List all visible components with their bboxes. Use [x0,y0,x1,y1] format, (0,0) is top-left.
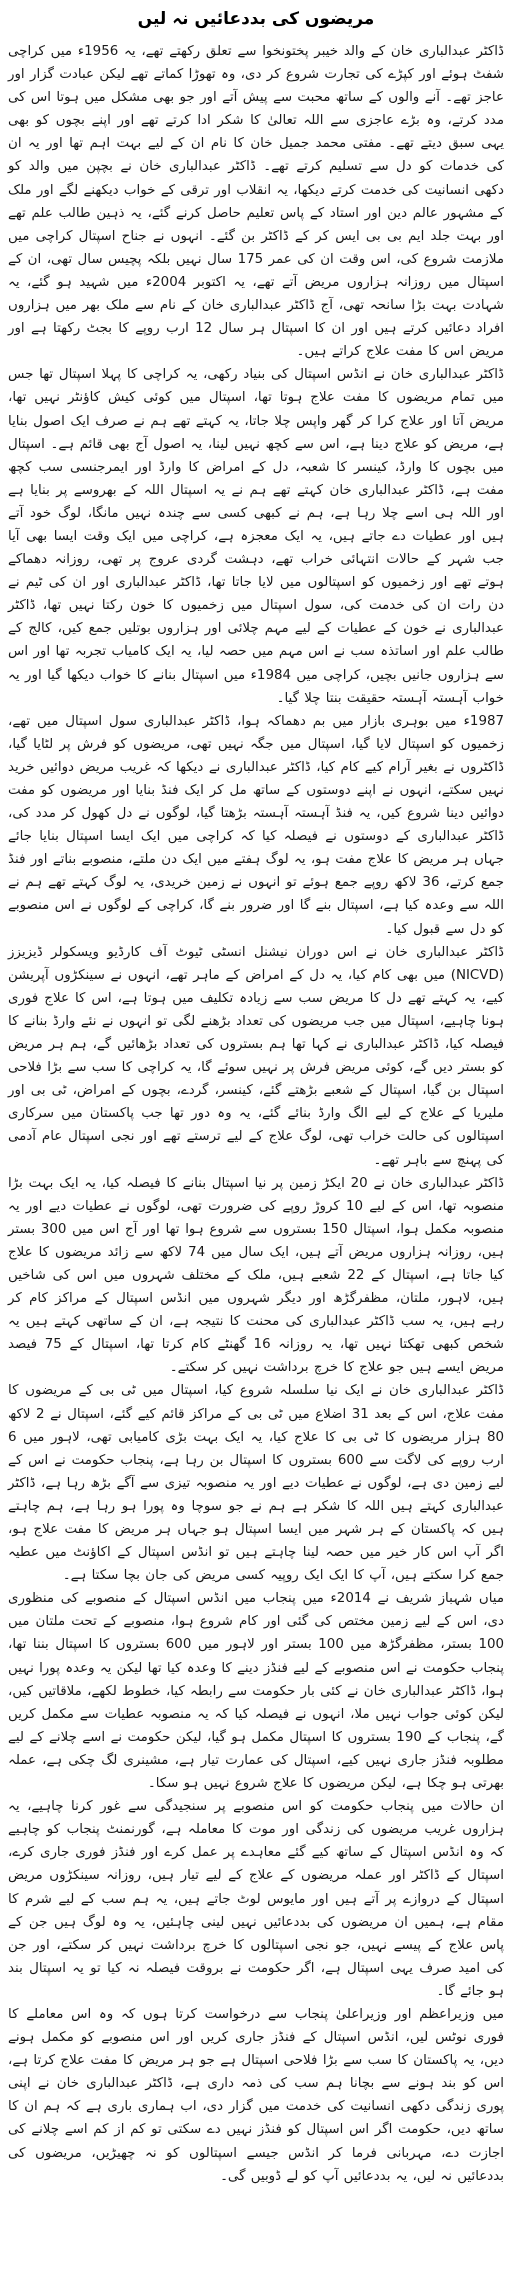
article-paragraph: میں وزیراعظم اور وزیراعلیٰ پنجاب سے درخواست کرتا ہوں کہ وہ اس معاملے کا فوری نوٹس لیں، انڈس اسپتال کے فنڈز جاری کریں اور اس منصوبے کو مکمل ہونے دیں، یہ پاکستان کا سب سے بڑا فلاحی اسپتال ہے جو ہر مریض کا مفت علاج کرتا ہے، اس کو بند ہونے سے بچانا ہم سب کی ذمہ داری ہے، ڈاکٹر عبدالباری خان نے اپنی پوری زندگی دکھی انسانیت کی خدمت میں گزار دی، اب ہماری باری ہے کہ ہم ان کا ساتھ دیں، حکومت اگر اس اسپتال کو فنڈز نہیں دے سکتی تو کم از کم اسے چلانے کی اجازت دے، مہربانی فرما کر انڈس جیسے اسپتالوں کو نہ چھیڑیں، مریضوں کی بددعائیں نہ لیں، یہ بددعائیں آپ کو لے ڈوبیں گی۔ [8,2006,504,2184]
article-paragraph: ڈاکٹر عبدالباری خان کے والد خیبر پختونخوا سے تعلق رکھتے تھے، یہ 1956ء میں کراچی شفٹ ہوئے اور کپڑے کی تجارت شروع کر دی، وہ تھوڑا کماتے تھے لیکن عبادت گزار اور عاجز تھے۔ آنے والوں کے ساتھ محبت سے پیش آتے اور جو بھی مشکل میں ہوتا اس کی مدد کرتے، وہ بڑے عاجزی سے اللہ تعالیٰ کا شکر ادا کرتے تھے اور اپنے بچوں کو بھی یہی سبق دیتے تھے۔ مفتی محمد جمیل خان کا نام ان کے لیے بہت اہم تھا اور یہ ان کی خدمات کو دل سے تسلیم کرتے تھے۔ ڈاکٹر عبدالباری خان نے بچپن میں والد کو دکھی انسانیت کی خدمت کرتے دیکھا، یہ انقلاب اور ترقی کے خواب دیکھنے لگے اور ملک کے مشہور عالم دین اور استاد کے پاس تعلیم حاصل کرنے گئے، یہ ذہین طالب علم تھے اور بہت جلد ایم بی بی ایس کر کے ڈاکٹر بن گئے۔ انہوں نے جناح اسپتال کراچی میں ملازمت شروع کی، اس وقت ان کی عمر 175 سال نہیں بلکہ پچیس سال تھی، ان کے اسپتال میں روزانہ ہزاروں مریض آتے تھے، یہ اکتوبر 2004ء میں شہید ہو گئے، یہ شہادت بہت بڑا سانحہ تھی، آج ڈاکٹر عبدالباری خان کے نام سے ملک بھر میں ہزاروں افراد دعائیں کرتے ہیں اور ان کا اسپتال ہر سال 12 ارب روپے کا بجٹ رکھتا ہے اور مریض اس کا مفت علاج کراتے ہیں۔ [8,44,504,360]
article-body [8,40,504,2188]
article-paragraph: ڈاکٹر عبدالباری خان نے ایک نیا سلسلہ شروع کیا، اسپتال میں ٹی بی کے مریضوں کا مفت علاج، اس کے بعد 31 اضلاع میں ٹی بی کے مراکز قائم کیے گئے، اسپتال نے 2 لاکھ 80 ہزار مریضوں کا ٹی بی کا علاج کیا، یہ ایک بہت بڑی کامیابی تھی، لاہور میں 6 ارب روپے کی لاگت سے 600 بستروں کا اسپتال بن رہا ہے، پنجاب حکومت نے اس کے لیے زمین دی ہے، لوگوں نے عطیات دیے اور یہ منصوبہ تیزی سے آگے بڑھ رہا ہے، ڈاکٹر عبدالباری کہتے ہیں اللہ کا شکر ہے ہم نے جو سوچا وہ پورا ہو رہا ہے، ہم چاہتے ہیں کہ پاکستان کے ہر شہر میں ایسا اسپتال ہو جہاں ہر مریض کا مفت علاج ہو، اگر آپ اس کار خیر میں حصہ لینا چاہتے ہیں تو انڈس اسپتال کے اکاؤنٹ میں عطیہ جمع کرا سکتے ہیں، آپ کا ایک ایک روپیہ کسی مریض کی جان بچا سکتا ہے۔ [8,1383,505,1584]
article-headline: مریضوں کی بددعائیں نہ لیں [137,9,375,29]
article-paragraph: ڈاکٹر عبدالباری خان نے انڈس اسپتال کی بنیاد رکھی، یہ کراچی کا پہلا اسپتال تھا جس میں تمام مریضوں کا مفت علاج ہوتا تھا، اسپتال میں کوئی کیش کاؤنٹر نہیں تھا، مریض آتا اور علاج کرا کر گھر واپس چلا جاتا، یہ کہتے تھے ہم نے صرف ایک اصول بنایا ہے، مریض کو علاج دینا ہے، اس سے کچھ نہیں لینا، یہ اصول آج بھی قائم ہے۔ اسپتال میں بچوں کا وارڈ، کینسر کا شعبہ، دل کے امراض کا وارڈ اور ایمرجنسی سب کچھ مفت ہے، ڈاکٹر عبدالباری خان کہتے تھے ہم نے یہ اسپتال اللہ کے بھروسے پر بنایا ہے اور اللہ ہی اسے چلا رہا ہے، ہم نے کبھی کسی سے چندہ نہیں مانگا، لوگ خود آتے ہیں اور عطیات دے جاتے ہیں، یہ ایک معجزہ ہے، کراچی میں ایک وقت ایسا بھی آیا جب شہر کے حالات انتہائی خراب تھے، دہشت گردی عروج پر تھی، روزانہ دھماکے ہوتے تھے اور زخمیوں کو اسپتالوں میں لایا جاتا تھا، ڈاکٹر عبدالباری اور ان کی ٹیم نے دن رات ان کی خدمت کی، سول اسپتال میں زخمیوں کا خون رکتا نہیں تھا، ڈاکٹر عبدالباری نے خون کے عطیات کے لیے مہم چلائی اور ہزاروں بوتلیں جمع کیں، کالج کے طالب علم اور اساتذہ سب نے اس مہم میں حصہ لیا، یہ ایک کامیاب تجربہ تھا اور اس سے ہزاروں جانیں بچیں، کراچی میں 1984ء میں اسپتال بنانے کا خواب دیکھا گیا اور یہ خواب آہستہ آہستہ حقیقت بنتا چلا گیا۔ [8,367,504,706]
article-paragraph: 1987ء میں بوہری بازار میں بم دھماکہ ہوا، ڈاکٹر عبدالباری سول اسپتال میں تھے، زخمیوں کو اسپتال لایا گیا، اسپتال میں جگہ نہیں تھی، مریضوں کو فرش پر لٹایا گیا، ڈاکٹروں نے بغیر آرام کیے کام کیا، ڈاکٹر عبدالباری نے دیکھا کہ غریب مریض دوائیں خرید نہیں سکتے، انہوں نے اپنے دوستوں کے ساتھ مل کر ایک فنڈ بنایا اور مریضوں کو مفت دوائیں دینا شروع کیں، یہ فنڈ آہستہ آہستہ بڑھتا گیا، لوگوں نے دل کھول کر مدد کی، ڈاکٹر عبدالباری کے دوستوں نے فیصلہ کیا کہ کراچی میں ایک ایسا اسپتال بنایا جائے جہاں ہر مریض کا علاج مفت ہو، یہ لوگ ہفتے میں ایک دن ملتے، منصوبے بناتے اور فنڈ جمع کرتے، 36 لاکھ روپے جمع ہوئے تو انہوں نے زمین خریدی، یہ لوگ کہتے تھے ہم نے اللہ سے وعدہ کیا ہے، اسپتال بنے گا اور ضرور بنے گا، کراچی کے لوگوں نے اس منصوبے کو دل سے قبول کیا۔ [8,713,504,937]
article-paragraph: میاں شہباز شریف نے 2014ء میں پنجاب میں انڈس اسپتال کے منصوبے کی منظوری دی، اس کے لیے زمین مختص کی گئی اور کام شروع ہوا، منصوبے کے تحت ملتان میں 100 بستر، مظفرگڑھ میں 100 بستر اور لاہور میں 600 بستروں کا اسپتال بننا تھا، پنجاب حکومت نے اس منصوبے کے لیے فنڈز دینے کا وعدہ کیا تھا لیکن یہ وعدہ پورا نہیں ہوا، ڈاکٹر عبدالباری خان نے کئی بار حکومت سے رابطہ کیا، خطوط لکھے، ملاقاتیں کیں، لیکن کوئی جواب نہیں ملا، انہوں نے فیصلہ کیا کہ یہ منصوبہ عطیات سے مکمل کریں گے، پنجاب کے 190 بستروں کا اسپتال مکمل ہو گیا، لیکن حکومت نے اسے چلانے کے لیے مطلوبہ فنڈز جاری نہیں کیے، اسپتال کی عمارت تیار ہے، مشینری لگ چکی ہے، عملہ بھرتی ہو چکا ہے، لیکن مریضوں کا علاج شروع نہیں ہو سکا۔ [8,1591,505,1792]
article-paragraph: ڈاکٹر عبدالباری خان نے 20 ایکڑ زمین پر نیا اسپتال بنانے کا فیصلہ کیا، یہ ایک بہت بڑا منصوبہ تھا، اس کے لیے 10 کروڑ روپے کی ضرورت تھی، لوگوں نے عطیات دیے اور یہ منصوبہ مکمل ہوا، اسپتال 150 بستروں سے شروع ہوا تھا اور آج اس میں 300 بستر ہیں، روزانہ ہزاروں مریض آتے ہیں، ایک سال میں 74 لاکھ سے زائد مریضوں کا علاج کیا جاتا ہے، اسپتال کے 22 شعبے ہیں، ملک کے مختلف شہروں میں اس کی شاخیں ہیں، لاہور، ملتان، مظفرگڑھ اور دیگر شہروں میں انڈس اسپتال کے مراکز کام کر رہے ہیں، یہ سب ڈاکٹر عبدالباری کی محنت کا نتیجہ ہے، ان کے ساتھی کہتے ہیں یہ شخص کبھی تھکتا نہیں تھا، یہ روزانہ 16 گھنٹے کام کرتا تھا، اسپتال کے 75 فیصد مریض ایسے ہیں جو علاج کا خرچ برداشت نہیں کر سکتے۔ [8,1175,504,1376]
article-paragraph: ان حالات میں پنجاب حکومت کو اس منصوبے پر سنجیدگی سے غور کرنا چاہیے، یہ ہزاروں غریب مریضوں کی زندگی اور موت کا معاملہ ہے، گورنمنٹ پنجاب کو چاہیے کہ وہ انڈس اسپتال کے ساتھ کیے گئے معاہدے پر عمل کرے اور فنڈز فوری جاری کرے، اسپتال کے ڈاکٹر اور عملہ مریضوں کے علاج کے لیے تیار ہیں، روزانہ سینکڑوں مریض اسپتال کے دروازے پر آتے ہیں اور مایوس لوٹ جاتے ہیں، یہ ہم سب کے لیے شرم کا مقام ہے، ہمیں ان مریضوں کی بددعائیں نہیں لینی چاہئیں، یہ وہ لوگ ہیں جن کے پاس علاج کے پیسے نہیں، جو نجی اسپتالوں کا خرچ برداشت نہیں کر سکتے، اور جن کی امید صرف یہی اسپتال ہے، اگر حکومت نے بروقت فیصلہ نہ کیا تو یہ اسپتال بند ہو جائے گا۔ [8,1799,504,1999]
article-paragraph: ڈاکٹر عبدالباری خان نے اس دوران نیشنل انسٹی ٹیوٹ آف کارڈیو ویسکولر ڈیزیزز (NICVD) میں بھی کام کیا، یہ دل کے امراض کے ماہر تھے، انہوں نے سینکڑوں آپریشن کیے، یہ کہتے تھے دل کا مریض سب سے زیادہ تکلیف میں ہوتا ہے، اس کا علاج فوری ہونا چاہیے، اسپتال میں جب مریضوں کی تعداد بڑھنے لگی تو انہوں نے نئے وارڈ بنانے کا فیصلہ کیا، ڈاکٹر عبدالباری نے کہا تھا ہم بستروں کی تعداد بڑھائیں گے، ہم ہر مریض کو بستر دیں گے، کوئی مریض فرش پر نہیں سوئے گا، یہ کراچی کا سب سے بڑا فلاحی اسپتال بن گیا، اسپتال کے شعبے بڑھتے گئے، کینسر، گردے، بچوں کے امراض، ٹی بی اور ملیریا کے علاج کے لیے الگ وارڈ بنائے گئے، یہ وہ دور تھا جب پاکستان میں سرکاری اسپتالوں کی حالت خراب تھی، لوگ علاج کے لیے ترستے تھے اور نجی اسپتال عام آدمی کی پہنچ سے باہر تھے۔ [8,944,504,1168]
